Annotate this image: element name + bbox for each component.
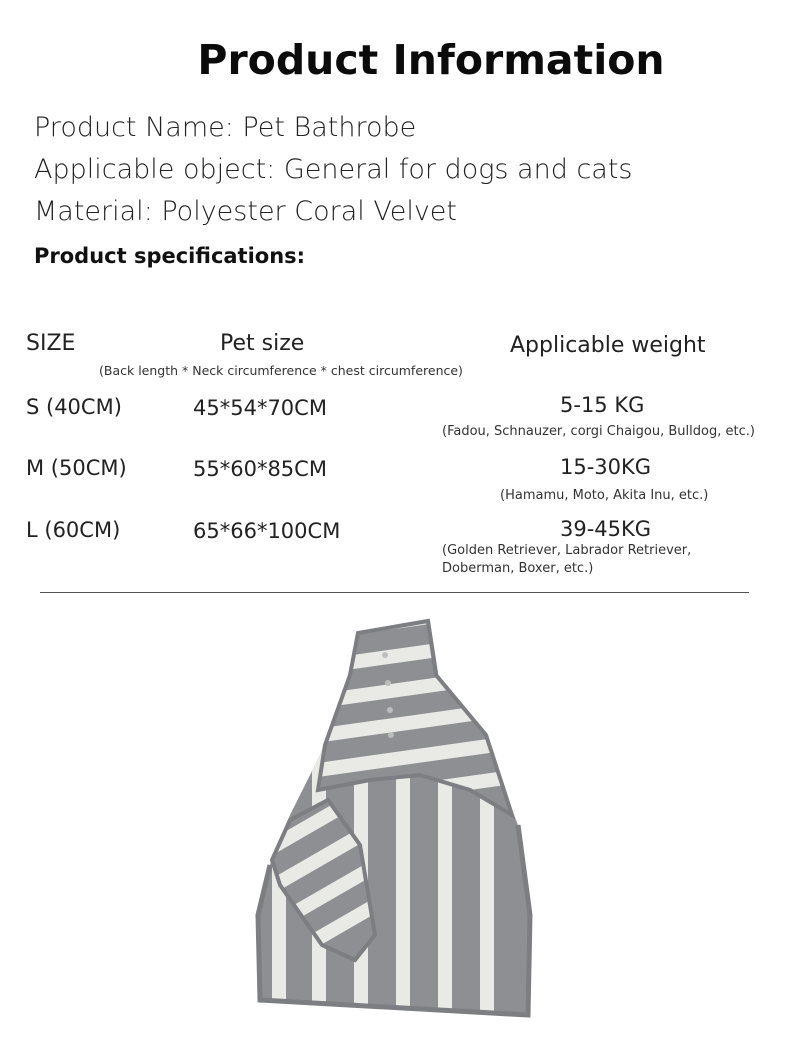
weight-cell: 15-30KG (560, 455, 652, 479)
weight-cell: 5-15 KG (560, 393, 645, 417)
breeds-note: (Fadou, Schnauzer, corgi Chaigou, Bulldog, etc.) (442, 424, 755, 439)
pet-size-header: Pet size (220, 331, 305, 356)
weight-header: Applicable weight (510, 333, 706, 358)
page-title: Product Information (197, 36, 665, 84)
product-name: Product Name: Pet Bathrobe (34, 112, 417, 143)
breeds-note: (Golden Retriever, Labrador Retriever, (442, 543, 692, 558)
material: Material: Polyester Coral Velvet (34, 196, 458, 227)
divider (40, 592, 749, 593)
size-cell: L (60CM) (26, 518, 121, 542)
weight-cell: 39-45KG (560, 517, 652, 541)
breeds-note: (Hamamu, Moto, Akita Inu, etc.) (500, 488, 709, 503)
pet-bathrobe-image (250, 615, 540, 1020)
dimensions-cell: 55*60*85CM (193, 457, 327, 481)
size-cell: S (40CM) (26, 395, 122, 419)
pet-size-note: (Back length * Neck circumference * chest circumference) (99, 363, 463, 378)
size-cell: M (50CM) (26, 456, 127, 480)
dimensions-cell: 65*66*100CM (193, 519, 341, 543)
specifications-heading: Product specifications: (34, 244, 306, 268)
dimensions-cell: 45*54*70CM (193, 396, 327, 420)
breeds-note: Doberman, Boxer, etc.) (442, 561, 594, 576)
applicable-object: Applicable object: General for dogs and cats (34, 154, 633, 185)
size-header: SIZE (26, 331, 76, 356)
